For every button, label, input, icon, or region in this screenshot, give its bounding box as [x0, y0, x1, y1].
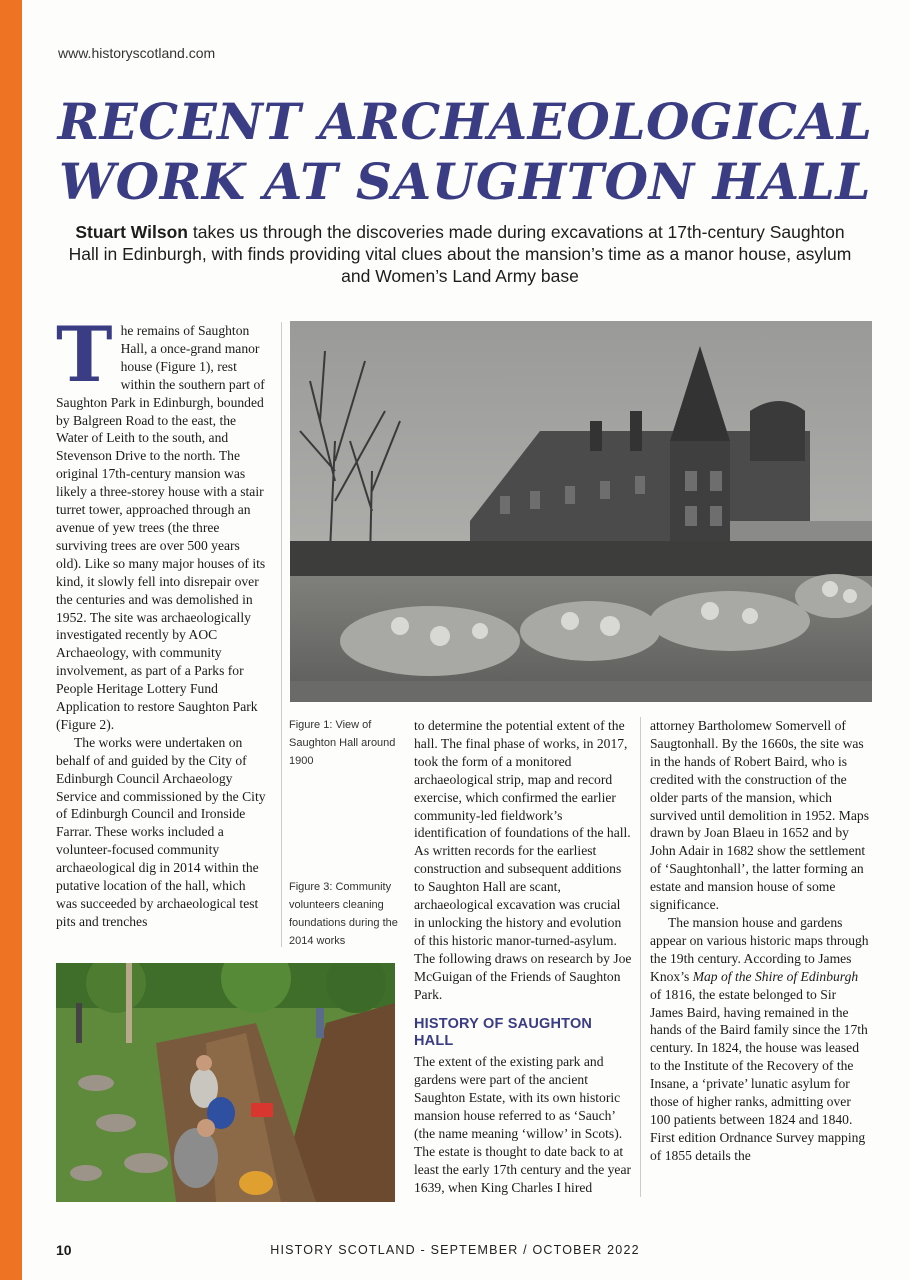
body-column-1: [56, 310, 268, 931]
col4-paragraph-2: [650, 914, 870, 1165]
column-rule-2: [640, 717, 641, 1197]
article-title: [40, 92, 890, 212]
standfirst-text: takes us through the discoveries made during excavations at 17th-century Saughton Hall in Edinburgh, with finds providing vital clues about the mansion’s time as a manor house, asylum and Women’s Land Army base: [68, 222, 852, 286]
orange-edge-stripe: [0, 0, 22, 1280]
footer-issue: - SEPTEMBER / OCTOBER 2022: [415, 1243, 640, 1257]
column-rule-1: [281, 322, 282, 947]
col1-paragraph-2: The works were undertaken on behalf of and guided by the City of Edinburgh Council Archaeology Service and commissioned by the City of Edinburgh Council and Ironside Farrar. These works included a volunteer-focused community archaeological dig in 2014 within the putative location of the hall, which was succeeded by archaeological test pits and trenches: [56, 734, 266, 929]
section-subheading: HISTORY OF SAUGHTON HALL: [414, 1015, 593, 1050]
figure-1-caption: Figure 1: View of Saughton Hall around 1900: [289, 719, 396, 767]
volunteers-excavation-image: [56, 963, 395, 1202]
footer-magazine: HISTORY SCOTLAND: [270, 1243, 416, 1257]
site-url[interactable]: www.historyscotland.com: [58, 45, 216, 61]
col4-p2-text-b: of 1816, the estate belonged to Sir James Baird, having remained in the hands of the Baird family since the 17th century. In 1824, the house was leased to the Institute of the Recovery of the Insane, a ‘private’ lunatic asylum for those of higher ranks, admitting over 100 patients between 1824 and 1840. First edition Ordnance Survey mapping of 1855 details the: [650, 986, 868, 1163]
title-line-1: RECENT ARCHAEOLOGICAL: [57, 92, 873, 151]
figure-3-caption: Figure 3: Community volunteers cleaning foundations during the 2014 works: [289, 881, 398, 947]
drop-cap: T: [56, 310, 113, 399]
body-column-4: [650, 717, 870, 1165]
footer-publication: [0, 1243, 910, 1257]
col4-paragraph-1: attorney Bartholomew Somervell of Saugtonhall. By the 1660s, the site was in the hands of Robert Baird, who is credited with the construction of the older parts of the mansion, which survived until demolition in 1952. Maps drawn by Joan Blaeu in 1652 and by John Adair in 1682 show the settlement of ‘Saughtonhall’, the latter forming an estate and mansion house of some significance.: [650, 718, 870, 913]
page-number: 10: [56, 1242, 72, 1258]
figure-1-photo: [290, 321, 872, 702]
col4-p2-map-title: Map of the Shire of Edinburgh: [692, 968, 859, 984]
standfirst: [60, 221, 860, 287]
standfirst-author: Stuart Wilson: [75, 222, 188, 242]
col3-paragraph-1: to determine the potential extent of the hall. The final phase of works, in 2017, took the form of a monitored archaeological strip, map and record exercise, which confirmed the earlier community-led fieldwork’s identification of foundations of the hall. As written records for the earliest construction and subsequent additions to Saughton Hall are scant, archaeological excavation was crucial in unlocking the history and evolution of this historic manor-turned-asylum. The following draws on research by Joe McGuigan of the Friends of Saughton Park.: [414, 718, 632, 1002]
body-column-3: [414, 717, 632, 1197]
col1-paragraph-1: he remains of Saughton Hall, a once-grand manor house (Figure 1), rest within the southern part of Saughton Park in Edinburgh, bounded by Balgreen Road to the east, the Water of Leith to the south, and Stevenson Drive to the north. The original 17th-century mansion was likely a three-storey house with a stair turret tower, approached through an avenue of yew trees (the three surviving trees are over 500 years old). Like so many major houses of its kind, it slowly fell into disrepair over the centuries and was demolished in 1952. The site was archaeologically investigated recently by AOC Archaeology, with community involvement, as part of a Parks for People Heritage Lottery Fund Application to restore Saughton Park (Figure 2).: [56, 323, 266, 732]
col3-paragraph-2: The extent of the existing park and gardens were part of the ancient Saughton Estate, with its own historic mansion house referred to as ‘Sauch’ (the name meaning ‘willow’ in Scots). The estate is thought to date back to at least the early 17th century and the year 1639, when King Charles I hired: [414, 1054, 632, 1195]
saughton-hall-1900-image: [290, 321, 872, 702]
title-line-2: WORK AT SAUGHTON HALL: [59, 152, 871, 211]
col4-p2-text-a: The mansion house and gardens appear on various historic maps through the 19th century. According to James Knox’s: [650, 914, 869, 984]
figure-3-photo: [56, 963, 395, 1202]
